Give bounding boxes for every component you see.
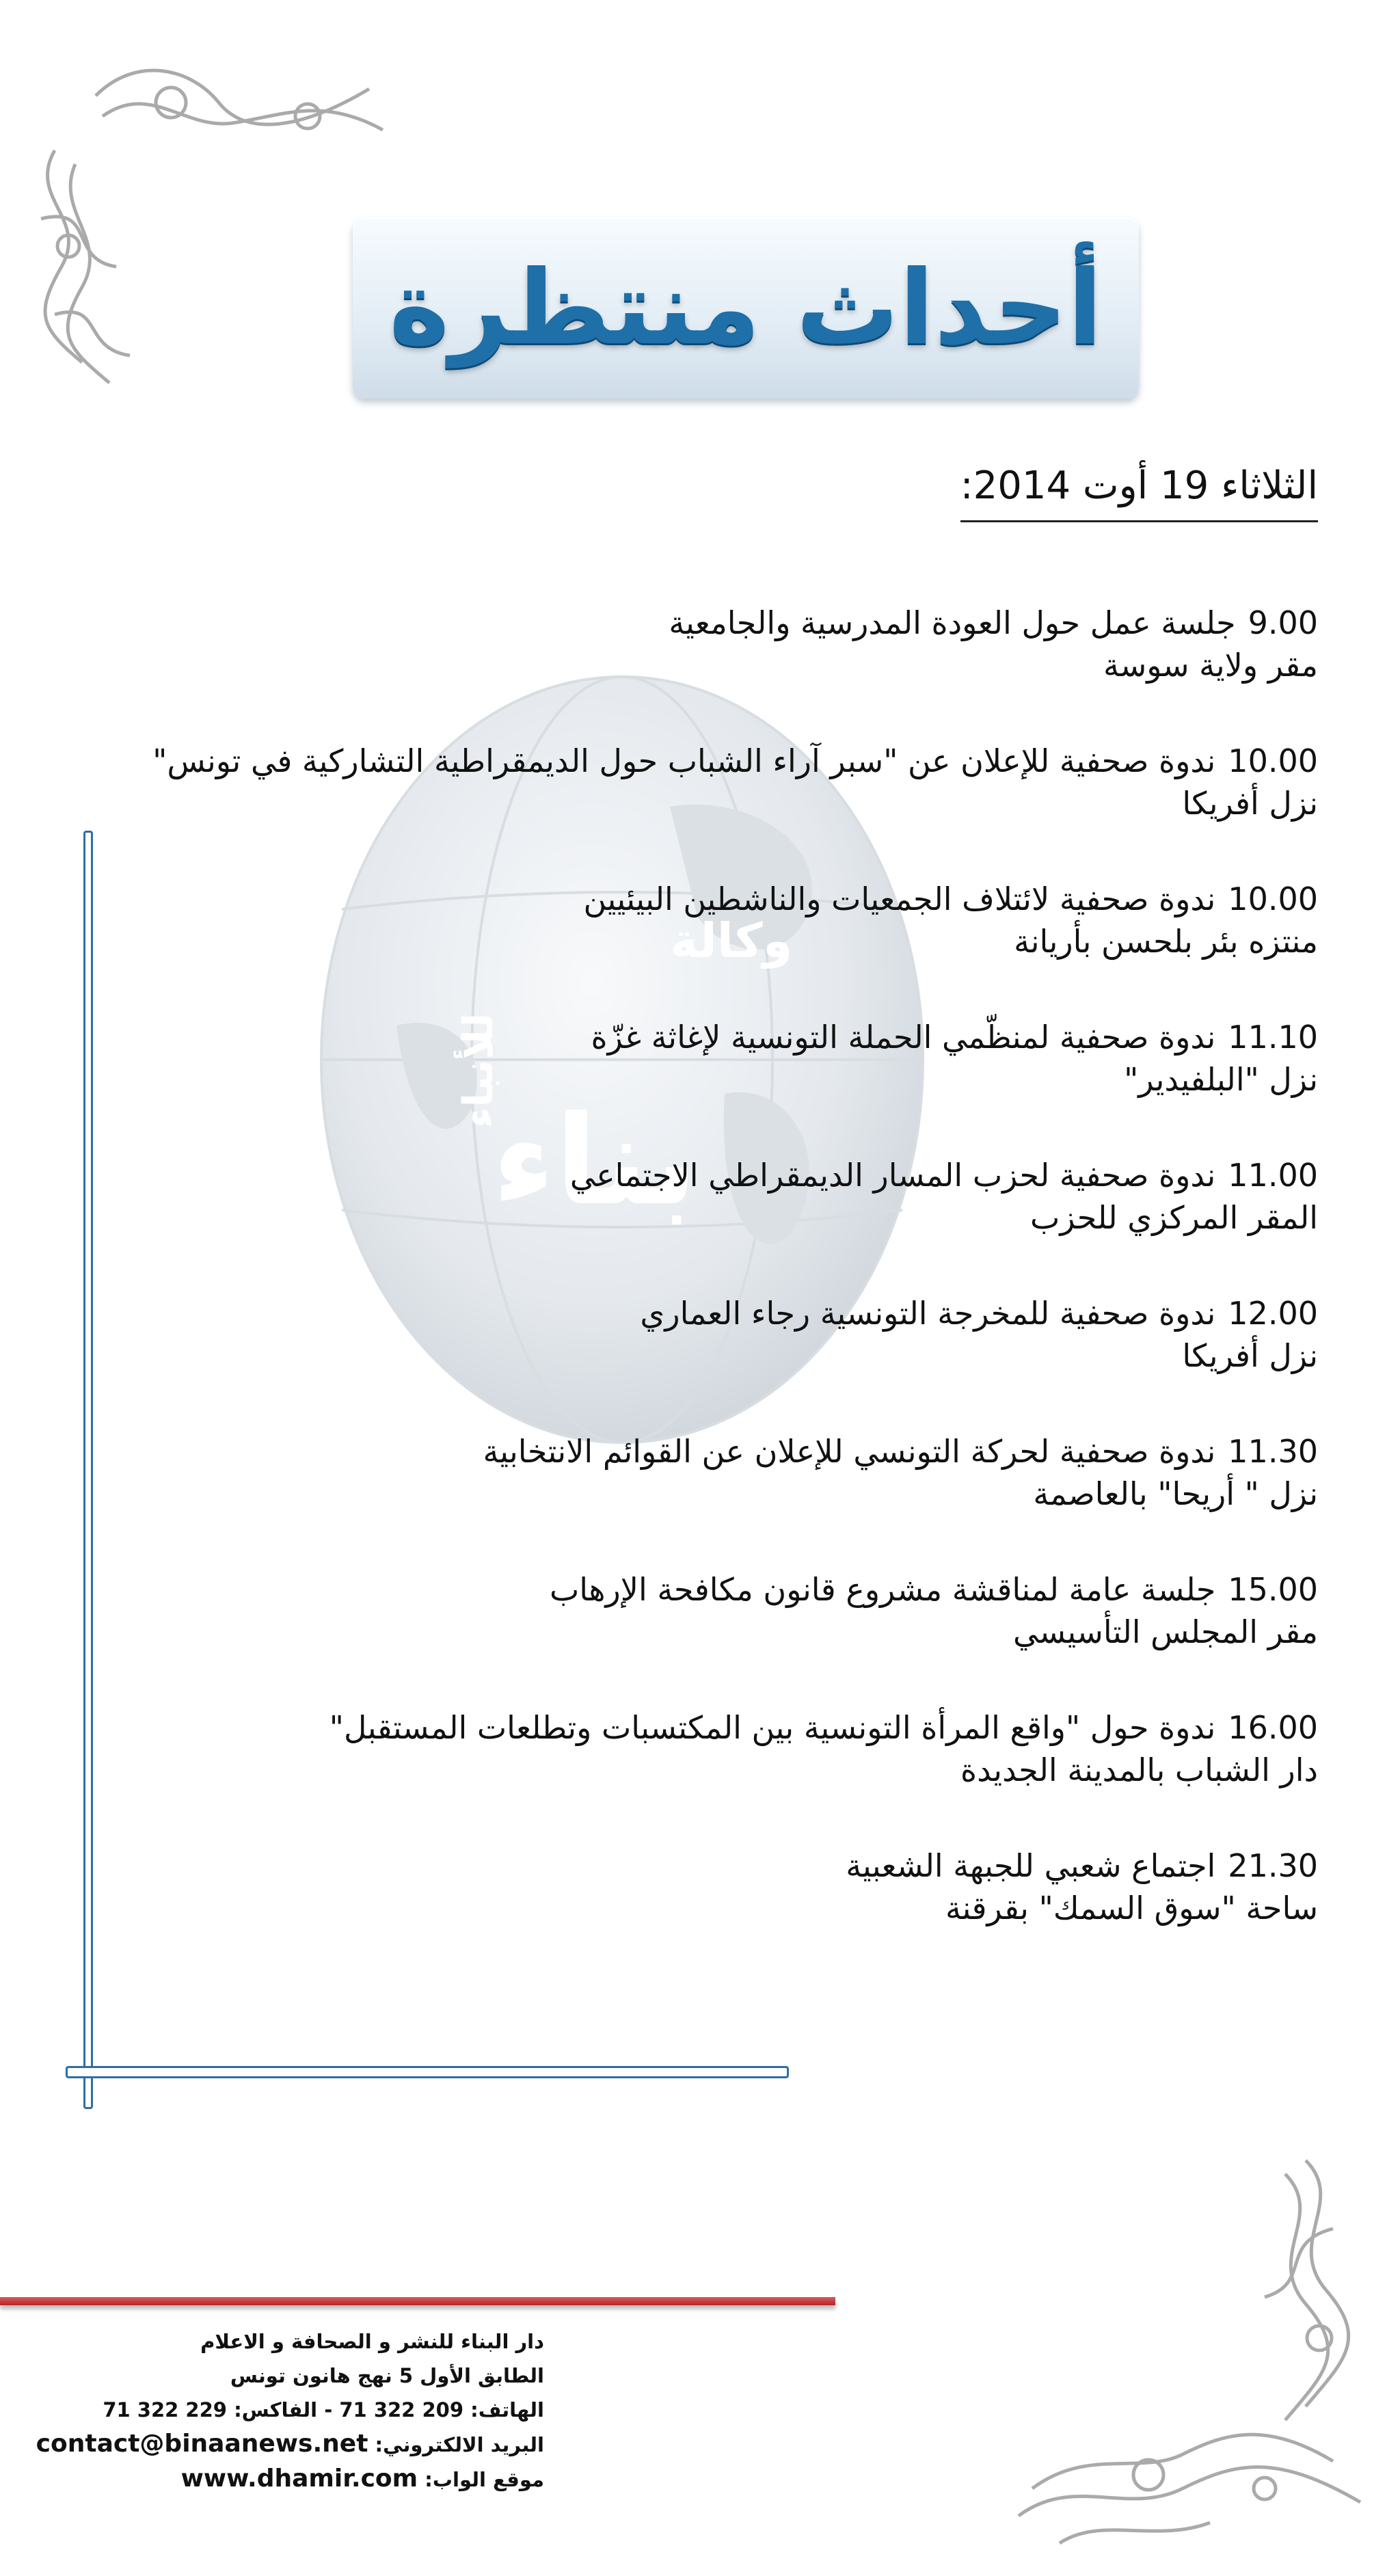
page-title: أحداث منتظرة bbox=[389, 248, 1103, 368]
event-time: 11.10 bbox=[1228, 1019, 1318, 1056]
event-time: 12.00 bbox=[1228, 1295, 1318, 1332]
event-title: ندوة صحفية للإعلان عن "سبر آراء الشباب حول الديمقراطية التشاركية في تونس" bbox=[152, 742, 1216, 779]
phone-label: الهاتف: bbox=[470, 2398, 544, 2421]
website-link[interactable]: www.dhamir.com bbox=[180, 2465, 418, 2493]
watermark-text-sub: للأنباء bbox=[455, 1012, 502, 1128]
event-title: ندوة صحفية لحركة التونسي للإعلان عن القوائم الانتخابية bbox=[483, 1433, 1216, 1470]
event-venue: مقر المجلس التأسيسي bbox=[1013, 1613, 1318, 1650]
event-venue: دار الشباب بالمدينة الجديدة bbox=[960, 1752, 1318, 1788]
event-title: جلسة عامة لمناقشة مشروع قانون مكافحة الإرهاب bbox=[549, 1571, 1216, 1608]
event-date: الثلاثاء 19 أوت 2014: bbox=[960, 464, 1318, 522]
event-time: 10.00 bbox=[1228, 742, 1318, 779]
event-time: 11.00 bbox=[1228, 1157, 1318, 1194]
event-venue: المقر المركزي للحزب bbox=[1030, 1199, 1318, 1236]
website-label: موقع الواب: bbox=[425, 2468, 544, 2491]
event-item bbox=[19, 1706, 1318, 1844]
email-label: البريد الالكتروني: bbox=[375, 2433, 544, 2456]
watermark-text-top: وكالة bbox=[670, 913, 793, 969]
publisher-name: دار البناء للنشر و الصحافة و الاعلام bbox=[200, 2330, 544, 2353]
event-item bbox=[19, 1844, 1318, 1983]
event-time: 9.00 bbox=[1248, 604, 1318, 641]
event-venue: نزل أفريكا bbox=[1182, 1337, 1318, 1374]
event-time: 16.00 bbox=[1228, 1709, 1318, 1746]
email-line bbox=[0, 2427, 544, 2462]
publisher-address: الطابق الأول 5 نهج هانون تونس bbox=[230, 2364, 544, 2387]
event-item bbox=[19, 878, 1318, 1016]
frame-vertical-line bbox=[83, 831, 93, 2109]
footer-contact bbox=[0, 2324, 544, 2497]
event-venue: نزل " أريحا" بالعاصمة bbox=[1033, 1475, 1318, 1512]
event-title: ندوة حول "واقع المرأة التونسية بين المكتسبات وتطلعات المستقبل" bbox=[329, 1709, 1216, 1746]
email-link[interactable]: contact@binaanews.net bbox=[36, 2430, 368, 2458]
footer-divider bbox=[0, 2297, 835, 2305]
event-item bbox=[19, 1016, 1318, 1154]
event-title: ندوة صحفية لائتلاف الجمعيات والناشطين البيئيين bbox=[583, 881, 1216, 917]
event-venue: ساحة "سوق السمك" بقرقنة bbox=[945, 1890, 1318, 1927]
event-venue: نزل "البلفيدير" bbox=[1124, 1061, 1318, 1098]
events-list bbox=[19, 602, 1318, 1983]
event-time: 21.30 bbox=[1228, 1847, 1318, 1884]
event-venue: مقر ولاية سوسة bbox=[1103, 647, 1318, 684]
event-venue: نزل أفريكا bbox=[1182, 785, 1318, 822]
event-time: 10.00 bbox=[1228, 881, 1318, 917]
phone-fax-line bbox=[0, 2393, 544, 2427]
calligraphy-ornament-bottom bbox=[991, 2133, 1388, 2557]
watermark-text-main: بناء bbox=[492, 1090, 698, 1233]
fax-label: - الفاكس: bbox=[234, 2398, 333, 2421]
phone-number: 71 322 209 bbox=[339, 2398, 463, 2421]
website-line bbox=[0, 2462, 544, 2497]
event-title: اجتماع شعبي للجبهة الشعبية bbox=[846, 1847, 1216, 1884]
event-item bbox=[19, 740, 1318, 878]
frame-horizontal-line bbox=[66, 2066, 789, 2078]
header-banner bbox=[353, 217, 1139, 399]
event-item bbox=[19, 602, 1318, 740]
fax-number: 71 322 229 bbox=[103, 2398, 227, 2421]
event-venue: منتزه بئر بلحسن بأريانة bbox=[1014, 923, 1318, 960]
event-title: ندوة صحفية لحزب المسار الديمقراطي الاجتماعي bbox=[569, 1157, 1216, 1194]
event-item bbox=[19, 1154, 1318, 1292]
calligraphy-ornament-top bbox=[14, 41, 396, 410]
event-time: 11.30 bbox=[1228, 1433, 1318, 1470]
event-item bbox=[19, 1430, 1318, 1568]
event-item bbox=[19, 1568, 1318, 1706]
event-title: جلسة عمل حول العودة المدرسية والجامعية bbox=[669, 604, 1236, 641]
event-title: ندوة صحفية للمخرجة التونسية رجاء العماري bbox=[640, 1295, 1216, 1332]
event-time: 15.00 bbox=[1228, 1571, 1318, 1608]
event-title: ندوة صحفية لمنظّمي الحملة التونسية لإغاثة غزّة bbox=[591, 1019, 1216, 1056]
event-item bbox=[19, 1292, 1318, 1430]
